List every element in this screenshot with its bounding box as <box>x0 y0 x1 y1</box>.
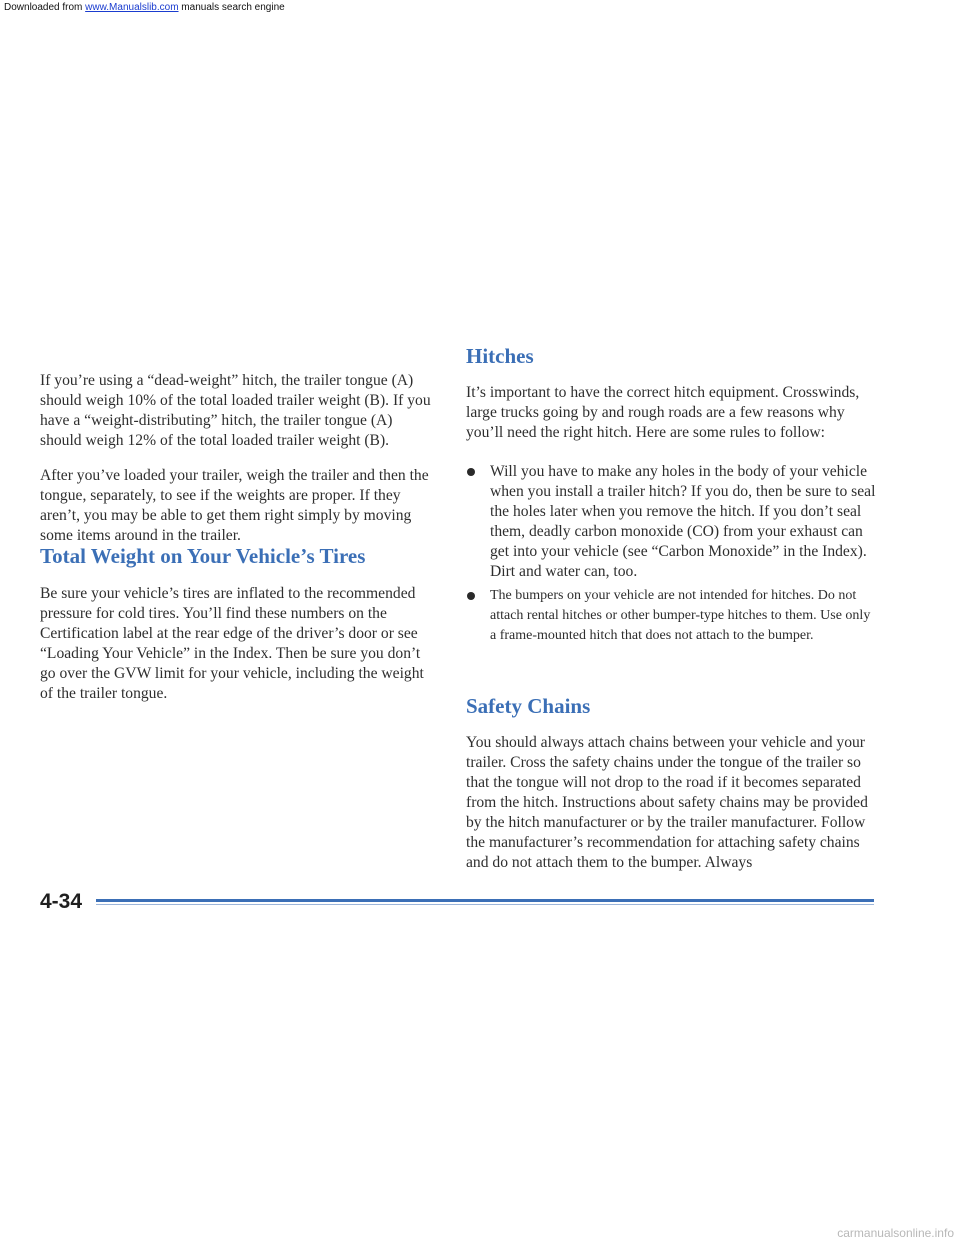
download-watermark <box>4 2 285 14</box>
manualslib-link[interactable]: www.Manualslib.com <box>85 2 179 13</box>
seal-holes-rule: Will you have to make any holes in the body of your vehicle when you install a trailer hitch? If you do, then be sure to seal the holes later when you remove the hitch. If you don’t seal them, deadly carbon monoxide (CO) from your exhaust can get into your vehicle (see “Carbon Monoxide” in the Index). Dirt and water can, too. <box>490 463 876 580</box>
bullet-dot-icon <box>467 592 475 600</box>
hitch-equipment-paragraph: It’s important to have the correct hitch equipment. Crosswinds, large trucks going by and rough roads are a few reasons why you’ll need the right hitch. Here are some rules to follow: <box>466 384 860 441</box>
footer-rule <box>96 899 874 902</box>
list-item <box>466 462 876 582</box>
hitch-rules-list <box>466 462 876 646</box>
bullet-dot-icon <box>467 468 475 476</box>
weigh-trailer-paragraph: After you’ve loaded your trailer, weigh the trailer and then the tongue, separately, to see if the weights are proper. If they aren’t, you may be able to get them right simply by moving some items around in the trailer. <box>40 467 429 544</box>
watermark-suffix: manuals search engine <box>178 2 285 13</box>
total-weight-heading: Total Weight on Your Vehicle’s Tires <box>40 544 366 568</box>
list-item <box>466 586 876 646</box>
footer-rule-thin <box>96 904 874 905</box>
safety-chains-heading: Safety Chains <box>466 694 591 718</box>
page-number: 4-34 <box>40 890 83 913</box>
watermark-prefix: Downloaded from <box>4 2 86 13</box>
tire-pressure-paragraph: Be sure your vehicle’s tires are inflated to the recommended pressure for cold tires. You’ll find these numbers on the Certification label at the rear edge of the driver’s door or see “Loading Your Vehicle” in the Index. Then be sure you don’t go over the GVW limit for your vehicle, including the weight of the trailer tongue. <box>40 585 424 702</box>
dead-weight-hitch-paragraph: If you’re using a “dead-weight” hitch, the trailer tongue (A) should weigh 10% of the total loaded trailer weight (B). If you have a “weight-distributing” hitch, the trailer tongue (A) should weigh 12% of the total loaded trailer weight (B). <box>40 372 431 449</box>
hitches-heading: Hitches <box>466 344 534 368</box>
bumper-hitch-rule: The bumpers on your vehicle are not intended for hitches. Do not attach rental hitches or other bumper-type hitches to them. Use only a frame-mounted hitch that does not attach to the bumper. <box>490 588 871 643</box>
safety-chains-paragraph: You should always attach chains between your vehicle and your trailer. Cross the safety chains under the tongue of the trailer so that the tongue will not drop to the road if it becomes separated from the hitch. Instructions about safety chains may be provided by the hitch manufacturer or by the trailer manufacturer. Follow the manufacturer’s recommendation for attaching safety chains and do not attach them to the bumper. Always <box>466 734 868 871</box>
site-watermark: carmanualsonline.info <box>837 1226 954 1240</box>
